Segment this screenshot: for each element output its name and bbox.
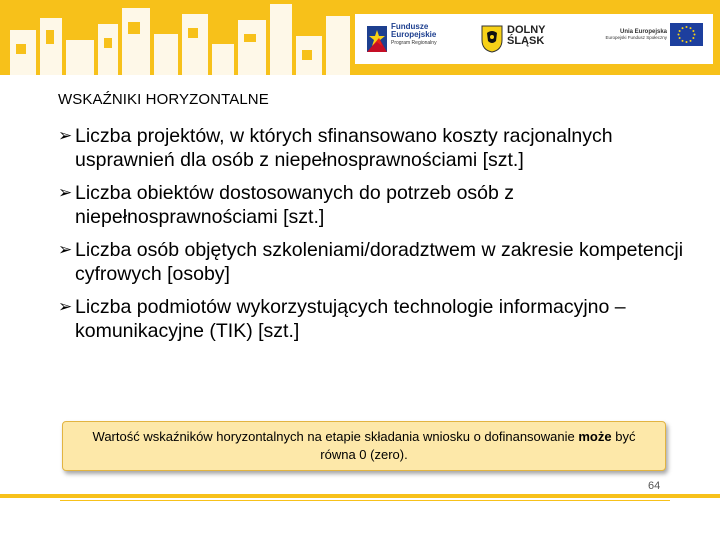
callout-text-part1: Wartość wskaźników horyzontalnych na etapie składania wniosku o dofinansowanie <box>92 429 579 444</box>
callout-text <box>83 428 645 464</box>
bullet-text: Liczba osób objętych szkoleniami/doradztwem w zakresie kompetencji cyfrowych [osoby] <box>75 239 684 285</box>
arrow-bullet-icon: ➢ <box>58 126 73 146</box>
arrow-bullet-icon: ➢ <box>58 240 73 260</box>
unia-europejska-logo <box>587 14 707 64</box>
bottom-divider <box>0 494 720 498</box>
bullet-item <box>58 295 698 343</box>
slide-title: WSKAŹNIKI HORYZONTALNE <box>58 91 269 108</box>
ue-line1: Unia Europejska <box>619 29 667 35</box>
arrow-bullet-icon: ➢ <box>58 297 73 317</box>
ue-line2: Europejski Fundusz Społeczny <box>605 34 667 40</box>
fe-line1: Fundusze <box>391 22 429 31</box>
ds-line2: ŚLĄSK <box>507 35 545 47</box>
fe-line2: Europejskie <box>391 30 437 40</box>
dolny-slask-logo <box>477 14 557 64</box>
coat-of-arms-icon <box>481 25 503 53</box>
bullet-text: Liczba projektów, w których sfinansowano koszty racjonalnych usprawnień dla osób z niepełnosprawnościami [szt.] <box>75 125 613 171</box>
bullet-item <box>58 238 698 286</box>
ds-line1: DOLNY <box>507 24 546 36</box>
bullet-item <box>58 181 698 229</box>
fe-star-icon <box>365 24 389 54</box>
arrow-bullet-icon: ➢ <box>58 183 73 203</box>
bullet-text: Liczba podmiotów wykorzystujących technologie informacyjno – komunikacyjne (TIK) [szt.] <box>75 296 626 342</box>
page-number: 64 <box>648 480 661 492</box>
bullet-list <box>58 124 698 352</box>
header-band <box>0 0 720 75</box>
callout-text-part2: być równa 0 (zero). <box>320 429 636 462</box>
callout-text-bold: może <box>578 429 612 444</box>
fe-line3: Program Regionalny <box>391 39 437 46</box>
eu-flag-icon <box>670 23 703 46</box>
bottom-divider-thin <box>60 500 670 501</box>
logos-panel <box>355 14 713 64</box>
info-callout <box>62 421 666 471</box>
bullet-text: Liczba obiektów dostosowanych do potrzeb osób z niepełnosprawnościami [szt.] <box>75 182 515 228</box>
bullet-item <box>58 124 698 172</box>
fundusze-europejskie-logo <box>363 14 459 64</box>
